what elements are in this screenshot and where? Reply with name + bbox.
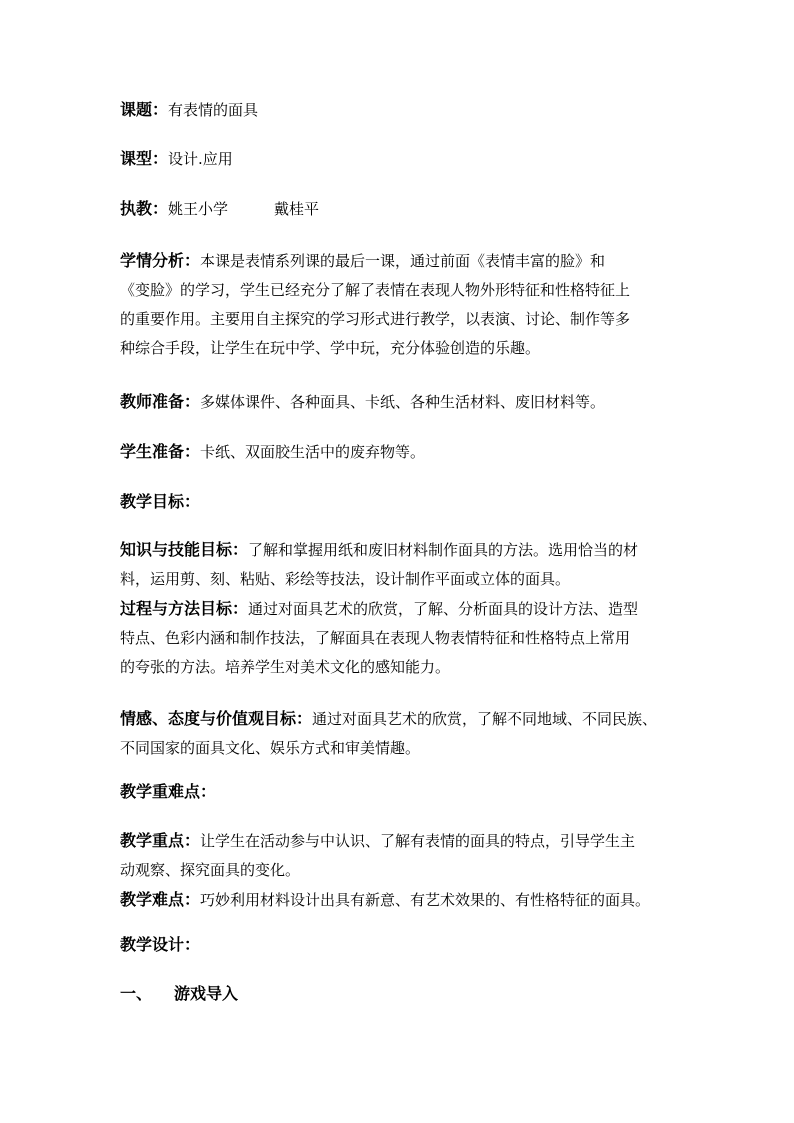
key-points-heading-line: [120, 780, 680, 804]
teacher-prep-line: [120, 390, 680, 414]
focus-line-2: 动观察、探究面具的变化。: [120, 861, 301, 879]
teacher-prep-value: 多媒体课件、各种面具、卡纸、各种生活材料、废旧材料等。: [200, 393, 606, 411]
topic-value: 有表情的面具: [168, 101, 259, 119]
goals-heading-line: [120, 490, 680, 514]
student-prep-label: 学生准备：: [120, 442, 201, 461]
emotion-goal-label: 情感、态度与价值观目标：: [120, 709, 313, 728]
goals-heading: 教学目标：: [120, 492, 201, 511]
analysis-line-2: 《变脸》的学习，学生已经充分了解了表情在表现人物外形特征和性格特征上: [120, 281, 631, 299]
design-step-line: [120, 982, 680, 1006]
type-value: 设计.应用: [168, 150, 233, 168]
topic-line: [120, 98, 680, 122]
analysis-line-1: 本课是表情系列课的最后一课，通过前面《表情丰富的脸》和: [200, 252, 606, 270]
teacher-label: 执教：: [120, 199, 169, 218]
analysis-label: 学情分析：: [120, 251, 201, 270]
knowledge-goal-label: 知识与技能目标：: [120, 540, 249, 559]
type-line: [120, 147, 680, 171]
goals-section: [120, 535, 680, 682]
type-label: 课型：: [120, 149, 169, 168]
difficulty-value: 巧妙利用材料设计出具有新意、有艺术效果的、有性格特征的面具。: [200, 891, 651, 909]
emotion-goal-section: [120, 704, 680, 763]
emotion-goal-line-1: 通过对面具艺术的欣赏，了解不同地域、不同民族、: [312, 710, 658, 728]
process-goal-line-1: 通过对面具艺术的欣赏，了解、分析面具的设计方法、造型: [248, 600, 639, 618]
focus-line-1: 让学生在活动参与中认识、了解有表情的面具的特点，引导学生主: [200, 832, 636, 850]
teacher-prep-label: 教师准备：: [120, 392, 201, 411]
student-prep-value: 卡纸、双面胶生活中的废弃物等。: [200, 443, 426, 461]
design-heading: 教学设计：: [120, 935, 201, 954]
key-points-section: [120, 826, 680, 915]
process-goal-label: 过程与方法目标：: [120, 599, 249, 618]
analysis-section: [120, 246, 680, 363]
teacher-name: 戴桂平: [274, 200, 320, 218]
key-points-heading: 教学重难点：: [120, 782, 217, 801]
knowledge-goal-line-1: 了解和掌握用纸和废旧材料制作面具的方法。选用恰当的材: [248, 541, 639, 559]
process-goal-line-2: 特点、色彩内涵和制作技法，了解面具在表现人物表情特征和性格特点上常用: [120, 629, 631, 647]
emotion-goal-line-2: 不同国家的面具文化、娱乐方式和审美情趣。: [120, 739, 421, 757]
teacher-line: [120, 197, 680, 221]
student-prep-line: [120, 440, 680, 464]
school-name: 姚王小学: [168, 200, 229, 218]
topic-label: 课题：: [120, 100, 169, 119]
design-heading-line: [120, 933, 680, 957]
process-goal-line-3: 的夸张的方法。培养学生对美术文化的感知能力。: [120, 658, 451, 676]
step-number: 一、: [120, 984, 153, 1003]
step-title: 游戏导入: [174, 984, 239, 1003]
knowledge-goal-line-2: 料，运用剪、刻、粘贴、彩绘等技法，设计制作平面或立体的面具。: [120, 570, 571, 588]
focus-label: 教学重点：: [120, 831, 201, 850]
analysis-line-4: 种综合手段，让学生在玩中学、学中玩，充分体验创造的乐趣。: [120, 339, 541, 357]
analysis-line-3: 的重要作用。主要用自主探究的学习形式进行教学，以表演、讨论、制作等多: [120, 310, 631, 328]
difficulty-label: 教学难点：: [120, 890, 201, 909]
